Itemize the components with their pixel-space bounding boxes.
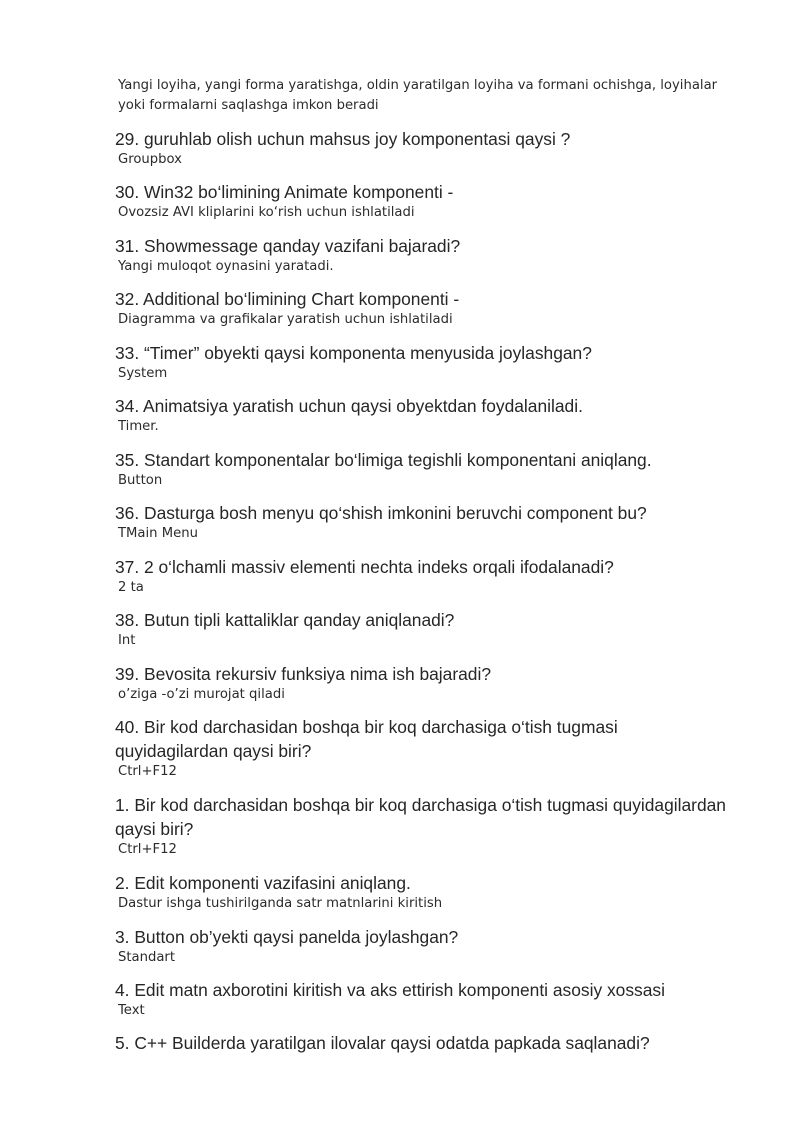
- answer-text: Timer.: [118, 419, 159, 434]
- answer-text: TMain Menu: [118, 526, 198, 541]
- question-block-34: [115, 394, 735, 435]
- question-block-3: [115, 925, 735, 966]
- intro-answer: Yangi loyiha, yangi forma yaratishga, oldin yaratilgan loyiha va formani ochishga, loyihalar yoki formalarni saqlashga imkon beradi: [118, 78, 718, 113]
- answer-text: o’ziga -o’zi murojat qiladi: [118, 687, 285, 702]
- question-text: 1. Bir kod darchasidan boshqa bir koq darchasiga o‘tish tugmasi quyidagilardan qaysi biri?: [115, 795, 726, 839]
- question-block-32: [115, 287, 735, 328]
- answer-text: Dastur ishga tushirilganda satr matnlarini kiritish: [118, 896, 443, 911]
- question-text: 40. Bir kod darchasidan boshqa bir koq darchasiga o‘tish tugmasi quyidagilardan qaysi biri?: [115, 717, 618, 761]
- answer-text: Ctrl+F12: [118, 842, 177, 857]
- question-text: 30. Win32 bo‘limining Animate komponenti -: [115, 182, 454, 202]
- question-text: 3. Button ob’yekti qaysi panelda joylashgan?: [115, 927, 459, 947]
- question-text: 31. Showmessage qanday vazifani bajaradi?: [115, 236, 461, 256]
- answer-text: Diagramma va grafikalar yaratish uchun ishlatiladi: [118, 312, 453, 327]
- answer-text: Yangi muloqot oynasini yaratadi.: [118, 259, 334, 274]
- question-text: 2. Edit komponenti vazifasini aniqlang.: [115, 873, 411, 893]
- question-block-36: [115, 501, 735, 542]
- answer-text: Text: [118, 1003, 145, 1018]
- question-block-37: [115, 555, 735, 596]
- question-block-35: [115, 448, 735, 489]
- answer-text: Groupbox: [118, 152, 182, 167]
- question-text: 32. Additional bo‘limining Chart komponenti -: [115, 289, 460, 309]
- answer-text: Standart: [118, 950, 176, 965]
- question-text: 34. Animatsiya yaratish uchun qaysi obyektdan foydalaniladi.: [115, 396, 583, 416]
- question-block-31: [115, 234, 735, 275]
- answer-text: 2 ta: [118, 580, 144, 595]
- question-text: 29. guruhlab olish uchun mahsus joy komponentasi qaysi ?: [115, 129, 571, 149]
- question-block-4: [115, 978, 735, 1019]
- question-block-2: [115, 871, 735, 912]
- question-text: 36. Dasturga bosh menyu qo‘shish imkonini beruvchi component bu?: [115, 503, 647, 523]
- question-block-40: [115, 715, 735, 780]
- question-text: 37. 2 o‘lchamli massiv elementi nechta indeks orqali ifodalanadi?: [115, 557, 614, 577]
- answer-text: Int: [118, 633, 136, 648]
- question-block-5: [115, 1031, 735, 1055]
- answer-text: Ctrl+F12: [118, 764, 177, 779]
- question-text: 4. Edit matn axborotini kiritish va aks ettirish komponenti asosiy xossasi: [115, 980, 665, 1000]
- answer-text: System: [118, 366, 168, 381]
- question-text: 38. Butun tipli kattaliklar qanday aniqlanadi?: [115, 610, 455, 630]
- question-block-39: [115, 662, 735, 703]
- question-block-30: [115, 180, 735, 221]
- question-text: 35. Standart komponentalar bo‘limiga tegishli komponentani aniqlang.: [115, 450, 652, 470]
- question-text: 39. Bevosita rekursiv funksiya nima ish bajaradi?: [115, 664, 492, 684]
- question-block-1: [115, 793, 735, 858]
- answer-text: Button: [118, 473, 163, 488]
- question-block-29: [115, 127, 735, 168]
- question-text: 5. C++ Builderda yaratilgan ilovalar qaysi odatda papkada saqlanadi?: [115, 1033, 650, 1053]
- question-block-38: [115, 608, 735, 649]
- question-text: 33. “Timer” obyekti qaysi komponenta menyusida joylashgan?: [115, 343, 592, 363]
- question-block-33: [115, 341, 735, 382]
- answer-text: Ovozsiz AVI kliplarini ko‘rish uchun ishlatiladi: [118, 205, 415, 220]
